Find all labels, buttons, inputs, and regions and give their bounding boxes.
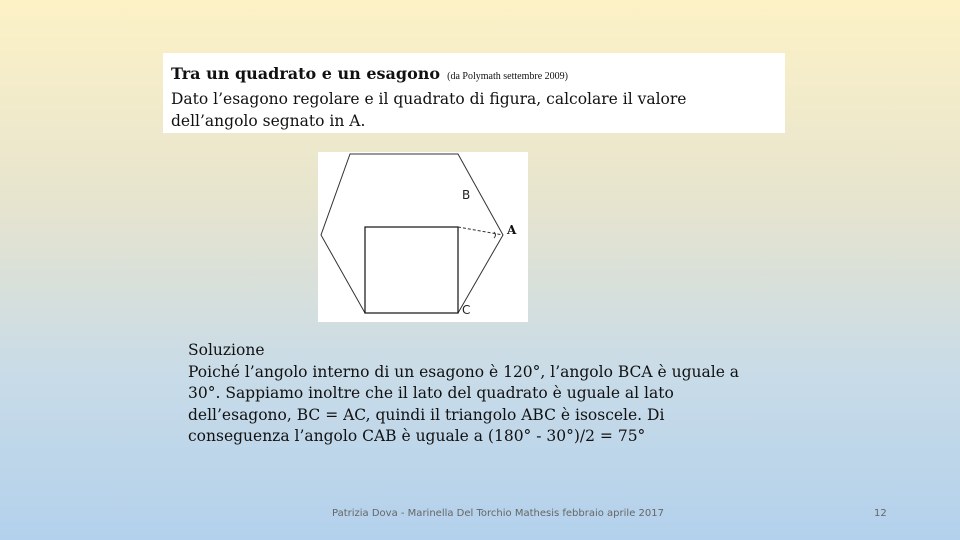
- footer-text: Patrizia Dova - Marinella Del Torchio Mathesis febbraio aprile 2017: [332, 508, 664, 519]
- problem-title-line: [171, 62, 777, 88]
- hexagon-square-figure: [318, 152, 528, 322]
- problem-box: [163, 53, 785, 133]
- figure-background: [318, 152, 528, 322]
- problem-source: (da Polymath settembre 2009): [447, 71, 568, 82]
- problem-text: Dato l’esagono regolare e il quadrato di figura, calcolare il valore dell’angolo segnato in A.: [171, 90, 687, 130]
- solution-section: [188, 340, 768, 448]
- solution-heading: Soluzione: [188, 341, 265, 359]
- label-c: C: [462, 303, 471, 317]
- label-b: B: [462, 188, 471, 202]
- label-a: A: [507, 223, 517, 237]
- page-number: 12: [874, 508, 887, 519]
- problem-title: Tra un quadrato e un esagono: [171, 64, 441, 83]
- solution-body: Poiché l’angolo interno di un esagono è 120°, l’angolo BCA è uguale a 30°. Sappiamo inoltre che il lato del quadrato è uguale al lato dell’esagono, BC = AC, quindi il triangolo ABC è isoscele. Di conseguenza l’angolo CAB è uguale a (180° - 30°)/2 = 75°: [188, 362, 740, 445]
